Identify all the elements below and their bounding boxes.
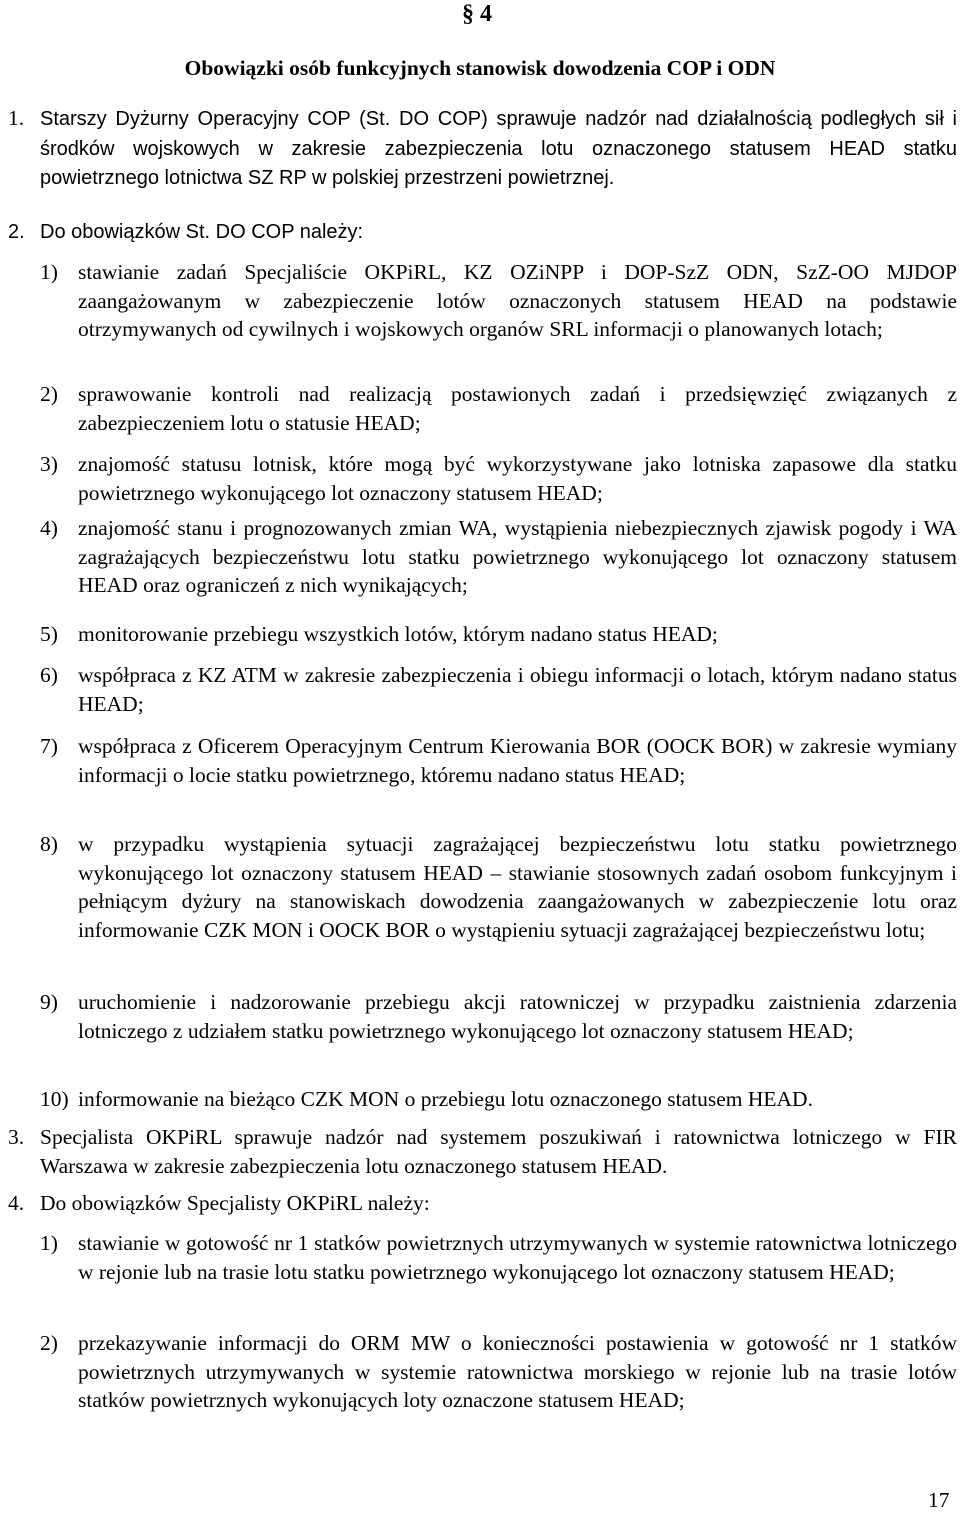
point-text-part-sans: Starszy Dyżurny Operacyjny COP (St. — [40, 108, 400, 130]
item-number: 8) — [40, 832, 58, 856]
item-text: monitorowanie przebiegu wszystkich lotów, którym nadano status HEAD; — [78, 622, 718, 646]
page-number: 17 — [928, 1488, 950, 1512]
item-number: 2) — [40, 382, 58, 406]
list-item — [0, 661, 960, 732]
item-number: 1) — [40, 260, 58, 284]
item-number: 4) — [40, 516, 58, 540]
point-number: 3. — [8, 1125, 25, 1149]
point-number: 4. — [8, 1191, 25, 1215]
point-1 — [0, 104, 960, 218]
item-text: informowanie na bieżąco CZK MON o przebiegu lotu oznaczonego statusem HEAD. — [78, 1087, 813, 1111]
list-item — [0, 1329, 960, 1449]
point-3 — [0, 1123, 960, 1189]
item-text: sprawowanie kontroli nad realizacją postawionych zadań i przedsięwzięć związanych z zabezpieczeniem lotu o statusie HEAD; — [78, 382, 957, 435]
point-4 — [0, 1189, 960, 1219]
point-text: Specjalista OKPiRL sprawuje nadzór nad systemem poszukiwań i ratownictwa lotniczego w FIR Warszawa w zakresie zabezpieczenia lotu oznaczonego statusem HEAD. — [40, 1125, 957, 1178]
item-text: stawianie w gotowość nr 1 statków powietrznych utrzymywanych w systemie ratownictwa lotniczego w rejonie lub na trasie lotu statku powietrznego wykonującego lot oznaczony statusem HEAD; — [78, 1231, 957, 1284]
item-number: 6) — [40, 663, 58, 687]
list-item — [0, 450, 960, 514]
document-body — [0, 104, 960, 1449]
point-number: 1. — [8, 106, 25, 130]
point-text — [40, 108, 957, 189]
item-number: 2) — [40, 1331, 58, 1355]
item-text: znajomość stanu i prognozowanych zmian WA, wystąpienia niebezpiecznych zjawisk pogody i WA zagrażających bezpieczeństwu lotu statku powietrznego wykonującego lot oznaczony statusem HEAD oraz ograniczeń z nich wynikających; — [78, 516, 957, 597]
section-number-heading — [462, 0, 492, 28]
point-text: Do obowiązków St. DO COP należy: — [40, 221, 364, 243]
section-number: 4 — [480, 1, 492, 27]
item-text: znajomość statusu lotnisk, które mogą być wykorzystywane jako lotniska zapasowe dla statku powietrznego wykonującego lot oznaczony statusem HEAD; — [78, 452, 957, 505]
point-4-items — [0, 1229, 960, 1449]
list-item — [0, 732, 960, 830]
item-number: 9) — [40, 990, 58, 1014]
item-number: 1) — [40, 1231, 58, 1255]
point-number: 2. — [8, 221, 25, 243]
item-text: uruchomienie i nadzorowanie przebiegu akcji ratowniczej w przypadku zaistnienia zdarzenia lotniczego z udziałem statku powietrznego wykonującego lot oznaczony statusem HEAD; — [78, 990, 957, 1043]
item-number: 3) — [40, 452, 58, 476]
item-text: stawianie zadań Specjaliście OKPiRL, KZ OZiNPP i DOP-SzZ ODN, SzZ-OO MJDOP zaangażowanym w zabezpieczenie lotów oznaczonych statusem HEAD na podstawie otrzymywanych od cywilnych i wojskowych organów SRL informacji o planowanych lotach; — [78, 260, 957, 341]
document-title: Obowiązki osób funkcyjnych stanowisk dowodzenia COP i ODN — [184, 56, 776, 80]
point-text-part-serif: DO COP) sprawuje nadzór nad działalnością podległych sił i środków wojskowych w zakresie zabezpieczenia lotu oznaczonego statusem HEAD statku powietrznego lotnictwa SZ RP w polskiej przestrzeni powietrznej. — [40, 108, 958, 189]
list-item — [0, 514, 960, 620]
list-item — [0, 988, 960, 1085]
item-number: 7) — [40, 734, 58, 758]
list-item — [0, 1085, 960, 1123]
section-sign: § — [462, 1, 480, 27]
item-text: przekazywanie informacji do ORM MW o konieczności postawienia w gotowość nr 1 statków powietrznych utrzymywanych w systemie ratownictwa morskiego w rejonie lub na trasie lotów statków powietrznych wykonujących loty oznaczone statusem HEAD; — [78, 1331, 957, 1412]
item-text: w przypadku wystąpienia sytuacji zagrażającej bezpieczeństwu lotu statku powietrznego wykonującego lot oznaczony statusem HEAD – stawianie stosownych zadań osobom funkcyjnym i pełniącym dyżury na stanowiskach dowodzenia zaangażowanych w zabezpieczenie lotu oraz informowanie CZK MON i OOCK BOR o wystąpieniu sytuacji zagrażającej bezpieczeństwu lotu; — [78, 832, 957, 942]
list-item — [0, 830, 960, 988]
item-number: 5) — [40, 622, 58, 646]
item-text: współpraca z KZ ATM w zakresie zabezpieczenia i obiegu informacji o lotach, którym nadano status HEAD; — [78, 663, 957, 716]
point-text: Do obowiązków Specjalisty OKPiRL należy: — [40, 1191, 430, 1215]
list-item — [0, 380, 960, 450]
list-item — [0, 258, 960, 380]
item-number: 10) — [40, 1087, 69, 1111]
list-item — [0, 620, 960, 661]
list-item — [0, 1229, 960, 1329]
point-2 — [0, 218, 960, 250]
item-text: współpraca z Oficerem Operacyjnym Centrum Kierowania BOR (OOCK BOR) w zakresie wymiany informacji o locie statku powietrznego, któremu nadano status HEAD; — [78, 734, 957, 787]
point-2-items — [0, 258, 960, 1123]
